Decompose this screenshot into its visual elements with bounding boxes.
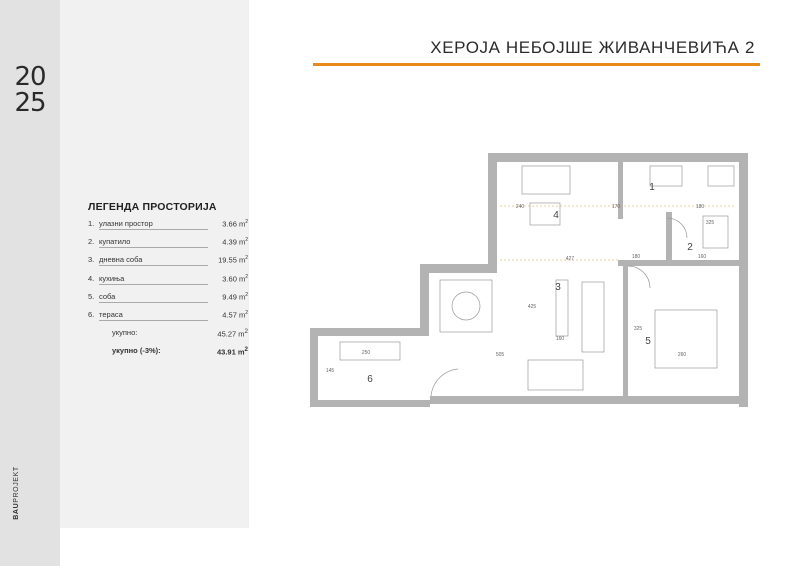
legend-row: 6. тераса 4.57 $m^2$	[88, 309, 248, 320]
plan-walls	[310, 153, 748, 407]
legend-row: 5. соба 9.49 $m^2$	[88, 291, 248, 302]
title-underline	[313, 63, 760, 66]
legend-list	[88, 219, 248, 328]
legend-total: укупно: 45.27 $m^2$	[112, 328, 248, 339]
brand-logo: BAUPROJEKT	[13, 466, 20, 520]
legend-row: 4. кухиња 3.60 $m^2$	[88, 273, 248, 284]
dim-label: 145	[325, 368, 335, 374]
room-number-4: 4	[553, 210, 559, 221]
dim-label: 325	[633, 326, 643, 332]
dim-label: 160	[697, 254, 707, 260]
dim-label: 505	[495, 352, 505, 358]
dim-label: 170	[611, 204, 621, 210]
floor-plan	[300, 150, 760, 420]
room-number-2: 2	[687, 242, 693, 253]
room-number-1: 1	[649, 182, 655, 193]
dim-label: 427	[565, 256, 575, 262]
dim-label: 160	[555, 336, 565, 342]
legend-net-total: укупно (-3%): 43.91 $m^2$	[112, 346, 248, 357]
year-label: 20 25	[14, 62, 46, 118]
dim-label: 240	[515, 204, 525, 210]
dim-label: 180	[631, 254, 641, 260]
room-number-3: 3	[555, 282, 561, 293]
legend-row: 2. купатило 4.39 $m^2$	[88, 237, 248, 247]
dim-label: 250	[361, 350, 371, 356]
page-title: ХЕРОЈА НЕБОЈШЕ ЖИВАНЧЕВИЋА 2	[430, 38, 755, 57]
room-number-6: 6	[367, 374, 373, 385]
room-number-5: 5	[645, 336, 651, 347]
legend-heading: ЛЕГЕНДА ПРОСТОРИЈА	[88, 201, 217, 213]
dim-label: 425	[527, 304, 537, 310]
legend-row: 3. дневна соба 19.55 $m^2$	[88, 255, 248, 265]
room-legend	[88, 201, 248, 364]
dim-label: 325	[705, 220, 715, 226]
dim-label: 180	[695, 204, 705, 210]
dim-label: 260	[677, 352, 687, 358]
legend-row: 1. улазни простор 3.66 $m^2$	[88, 219, 248, 229]
